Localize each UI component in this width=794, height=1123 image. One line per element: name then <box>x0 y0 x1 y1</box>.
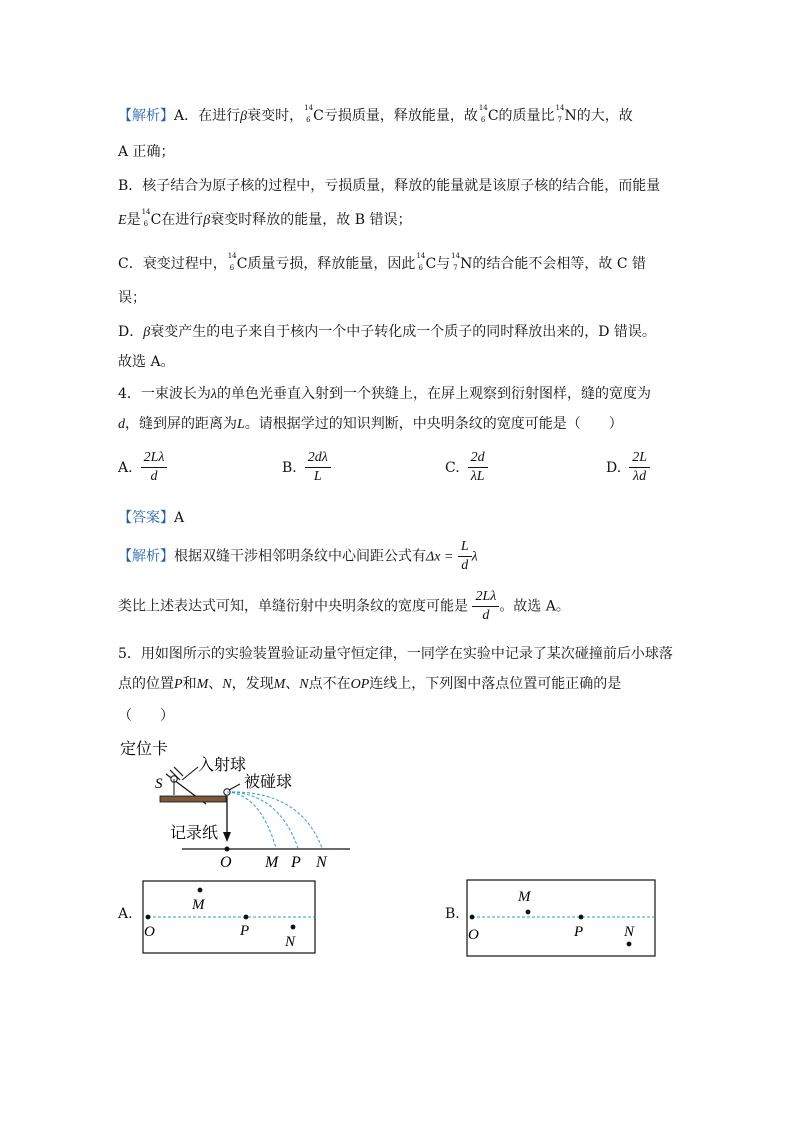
apparatus-figure <box>110 732 370 872</box>
q5-option-a-label[interactable]: A. <box>118 906 133 922</box>
svg-text:O: O <box>220 854 232 871</box>
q5-stem-line1: 5．用如图所示的实验装置验证动量守恒定律，一同学在实验中记录了某次碰撞前后小球落 <box>118 646 673 662</box>
q4-analysis-line1: 【解析】根据双缝干涉相邻明条纹中心间距公式有Δx = $\frac{L}{d}$ λ <box>118 539 478 573</box>
trajectory-p <box>227 792 298 848</box>
nitrogen14-symbol: 14 7 <box>555 104 565 124</box>
svg-text:N: N <box>316 854 327 871</box>
q4-option-c[interactable]: C. $\frac{2d}{\lambda L}$ <box>445 449 488 486</box>
q4-analysis-line2: 类比上述表达式可知，单缝衍射中央明条纹的宽度可能是 $\frac{2L\lambda}{d}$ 。故选 A。 <box>118 589 570 623</box>
analysis-conclusion: 故选 A。 <box>118 354 175 370</box>
q5-stem-line3: （ ） <box>118 708 174 724</box>
analysis-b-line2: E是 14 6 C在进行β衰变时释放的能量，故 B 错误； <box>118 208 412 228</box>
analysis-tag: 【解析】 <box>118 108 174 124</box>
svg-text:M: M <box>265 854 279 871</box>
point-n <box>627 942 632 947</box>
svg-text:M: M <box>518 889 531 905</box>
track-table <box>160 796 226 802</box>
point-p <box>579 915 584 920</box>
point-o <box>146 915 151 920</box>
analysis-a-line2: A 正确； <box>118 144 175 160</box>
analysis-c-line1: C．衰变过程中， 14 6 C质量亏损，释放能量，因此 14 6 C与 14 7 N的结合能不会相等，故 C 错 <box>118 252 647 272</box>
carbon14-symbol: 14 6 <box>304 104 314 124</box>
point-n <box>291 925 296 930</box>
svg-text:P: P <box>291 854 301 871</box>
q4-stem-line2: d，缝到屏的距离为L。请根据学过的知识判断，中央明条纹的宽度可能是（ ） <box>118 416 623 432</box>
trajectory-m <box>227 792 276 848</box>
q5-stem-line2: 点的位置P和M、N，发现M、N点不在OP连线上，下列图中落点位置可能正确的是 <box>118 676 622 692</box>
paper-label: 记录纸 <box>170 825 219 842</box>
svg-text:P: P <box>574 924 584 940</box>
q4-option-d[interactable]: D. $\frac{2L}{\lambda d}$ <box>606 449 650 486</box>
svg-text:O: O <box>468 927 479 943</box>
svg-text:O: O <box>144 924 155 940</box>
point-p <box>244 915 249 920</box>
trajectory-n <box>227 792 322 848</box>
card-label: 定位卡 <box>120 741 169 758</box>
point-o <box>225 847 230 852</box>
q5-option-b-label[interactable]: B. <box>445 906 460 922</box>
q5-option-b-figure[interactable] <box>466 879 658 959</box>
point-m <box>526 910 531 915</box>
analysis-d-line: D．β衰变产生的电子来自于核内一个中子转化成一个质子的同时释放出来的，D 错误。 <box>118 324 656 340</box>
target-ball-label: 被碰球 <box>244 774 293 791</box>
q4-answer: 【答案】A <box>118 510 185 526</box>
q4-option-a[interactable]: A. $\frac{2L\lambda}{d}$ <box>118 449 167 486</box>
q4-stem-line1: 4．一束波长为λ的单色光垂直入射到一个狭缝上，在屏上观察到衍射图样，缝的宽度为 <box>118 386 651 402</box>
svg-text:N: N <box>285 934 296 950</box>
analysis-b-line1: B．核子结合为原子核的过程中，亏损质量，释放的能量就是该原子核的结合能，而能量 <box>118 178 661 194</box>
svg-text:N: N <box>624 924 635 940</box>
point-o <box>470 915 475 920</box>
q4-option-b[interactable]: B. $\frac{2d\lambda}{L}$ <box>282 449 331 486</box>
analysis-a-line: 【解析】A．在进行β衰变时， 14 6 C亏损质量，释放能量，故 14 6 C的质量比 14 7 N的大，故 <box>118 104 633 124</box>
analysis-c-line2: 误； <box>118 290 146 306</box>
svg-text:P: P <box>240 923 250 939</box>
q5-option-a-figure[interactable] <box>142 880 318 956</box>
svg-text:M: M <box>192 897 205 913</box>
s-label: S <box>155 776 163 792</box>
point-m <box>198 888 203 893</box>
incident-ball-label: 入射球 <box>198 757 247 774</box>
